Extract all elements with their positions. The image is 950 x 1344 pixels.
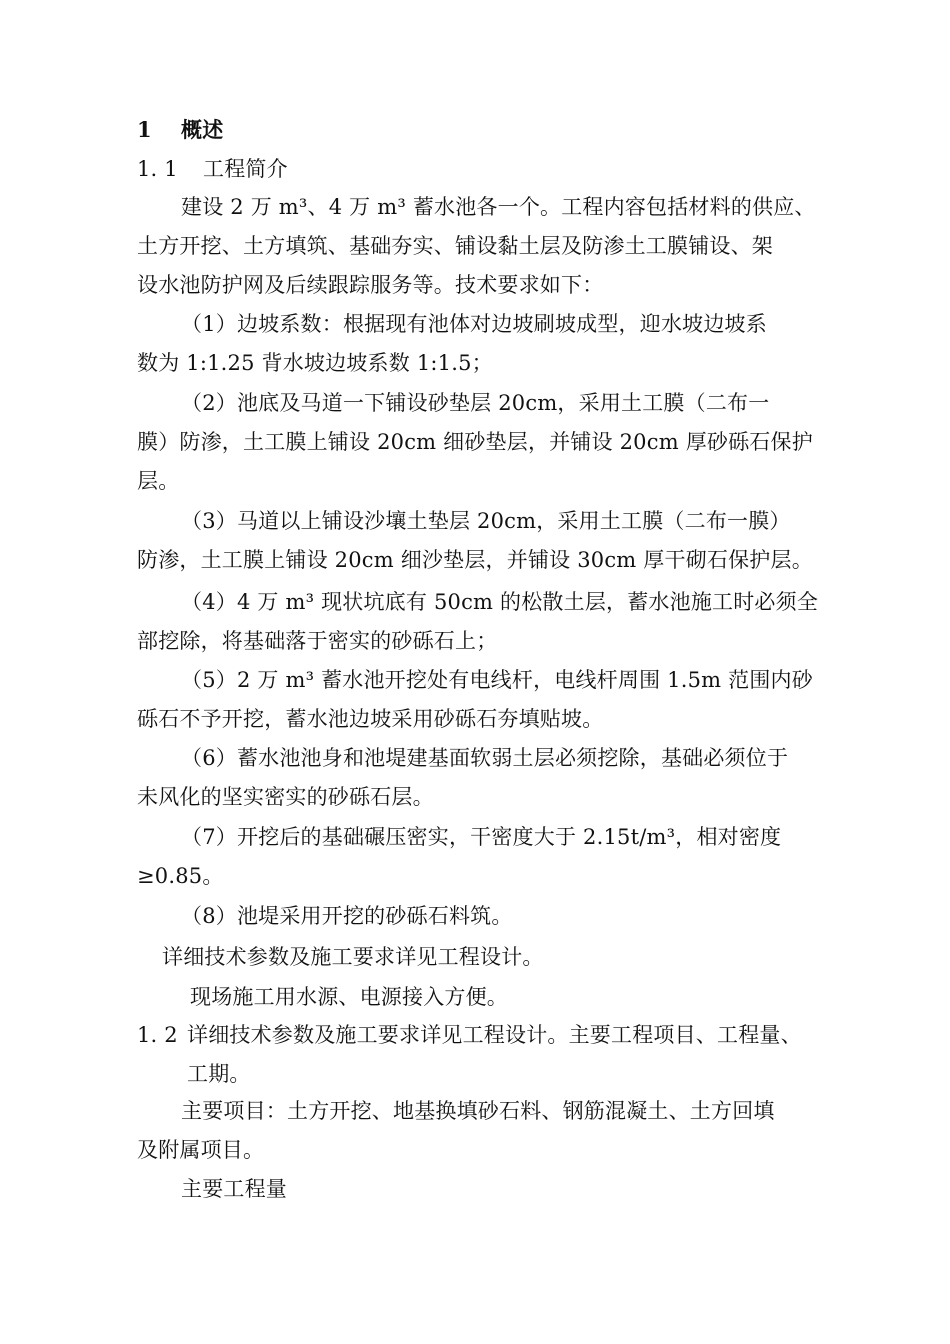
- section-1-1-title: 工程简介: [203, 157, 288, 181]
- req4-line-1: （4）4 万 m³ 现状坑底有 50cm 的松散土层，蓄水池施工时必须全: [181, 590, 819, 614]
- req3-line-1: （3）马道以上铺设沙壤土垫层 20cm，采用土工膜（二布一膜）: [181, 509, 791, 533]
- section-1-2-number: 1. 2: [137, 1023, 178, 1047]
- req3-line-2: 防渗，土工膜上铺设 20cm 细沙垫层，并铺设 30cm 厚干砌石保护层。: [137, 548, 813, 572]
- req5-line-1: （5）2 万 m³ 蓄水池开挖处有电线杆，电线杆周围 1.5m 范围内砂: [181, 668, 813, 692]
- req2-line-3: 层。: [137, 469, 180, 493]
- intro-line-1: 建设 2 万 m³、4 万 m³ 蓄水池各一个。工程内容包括材料的供应、: [181, 195, 816, 219]
- main-items-line-2: 及附属项目。: [137, 1138, 265, 1162]
- req1-line-2: 数为 1:1.25 背水坡边坡系数 1:1.5；: [137, 351, 493, 375]
- req2-line-2: 膜）防渗，土工膜上铺设 20cm 细砂垫层，并铺设 20cm 厚砂砾石保护: [137, 430, 813, 454]
- intro-line-3: 设水池防护网及后续跟踪服务等。技术要求如下：: [137, 273, 604, 297]
- section-1-1-number: 1. 1: [137, 157, 178, 181]
- main-quantity-label: 主要工程量: [181, 1177, 287, 1201]
- main-items-line-1: 主要项目：土方开挖、地基换填砂石料、钢筋混凝土、土方回填: [181, 1099, 775, 1123]
- note-design-details: 详细技术参数及施工要求详见工程设计。: [162, 945, 544, 969]
- req7-line-1: （7）开挖后的基础碾压密实，干密度大于 2.15t/m³，相对密度: [181, 825, 782, 849]
- req6-line-1: （6）蓄水池池身和池堤建基面软弱土层必须挖除，基础必须位于: [181, 746, 789, 770]
- req6-line-2: 未风化的坚实密实的砂砾石层。: [137, 785, 434, 809]
- section-1-2-line-2: 工期。: [187, 1062, 251, 1086]
- req4-line-2: 部挖除，将基础落于密实的砂砾石上；: [137, 629, 498, 653]
- req8-line-1: （8）池堤采用开挖的砂砾石料筑。: [181, 904, 513, 928]
- section-1-2-line-1: 详细技术参数及施工要求详见工程设计。主要工程项目、工程量、: [187, 1023, 802, 1047]
- heading-title: 概述: [181, 117, 224, 142]
- req1-line-1: （1）边坡系数：根据现有池体对边坡刷坡成型，迎水坡边坡系: [181, 312, 767, 336]
- req5-line-2: 砾石不予开挖，蓄水池边坡采用砂砾石夯填贴坡。: [137, 707, 604, 731]
- note-water-power: 现场施工用水源、电源接入方便。: [190, 985, 508, 1009]
- heading-number: 1: [137, 117, 152, 142]
- req2-line-1: （2）池底及马道一下铺设砂垫层 20cm，采用土工膜（二布一: [181, 391, 770, 415]
- intro-line-2: 土方开挖、土方填筑、基础夯实、铺设黏土层及防渗土工膜铺设、架: [137, 234, 773, 258]
- req7-line-2: ≥0.85。: [137, 864, 224, 888]
